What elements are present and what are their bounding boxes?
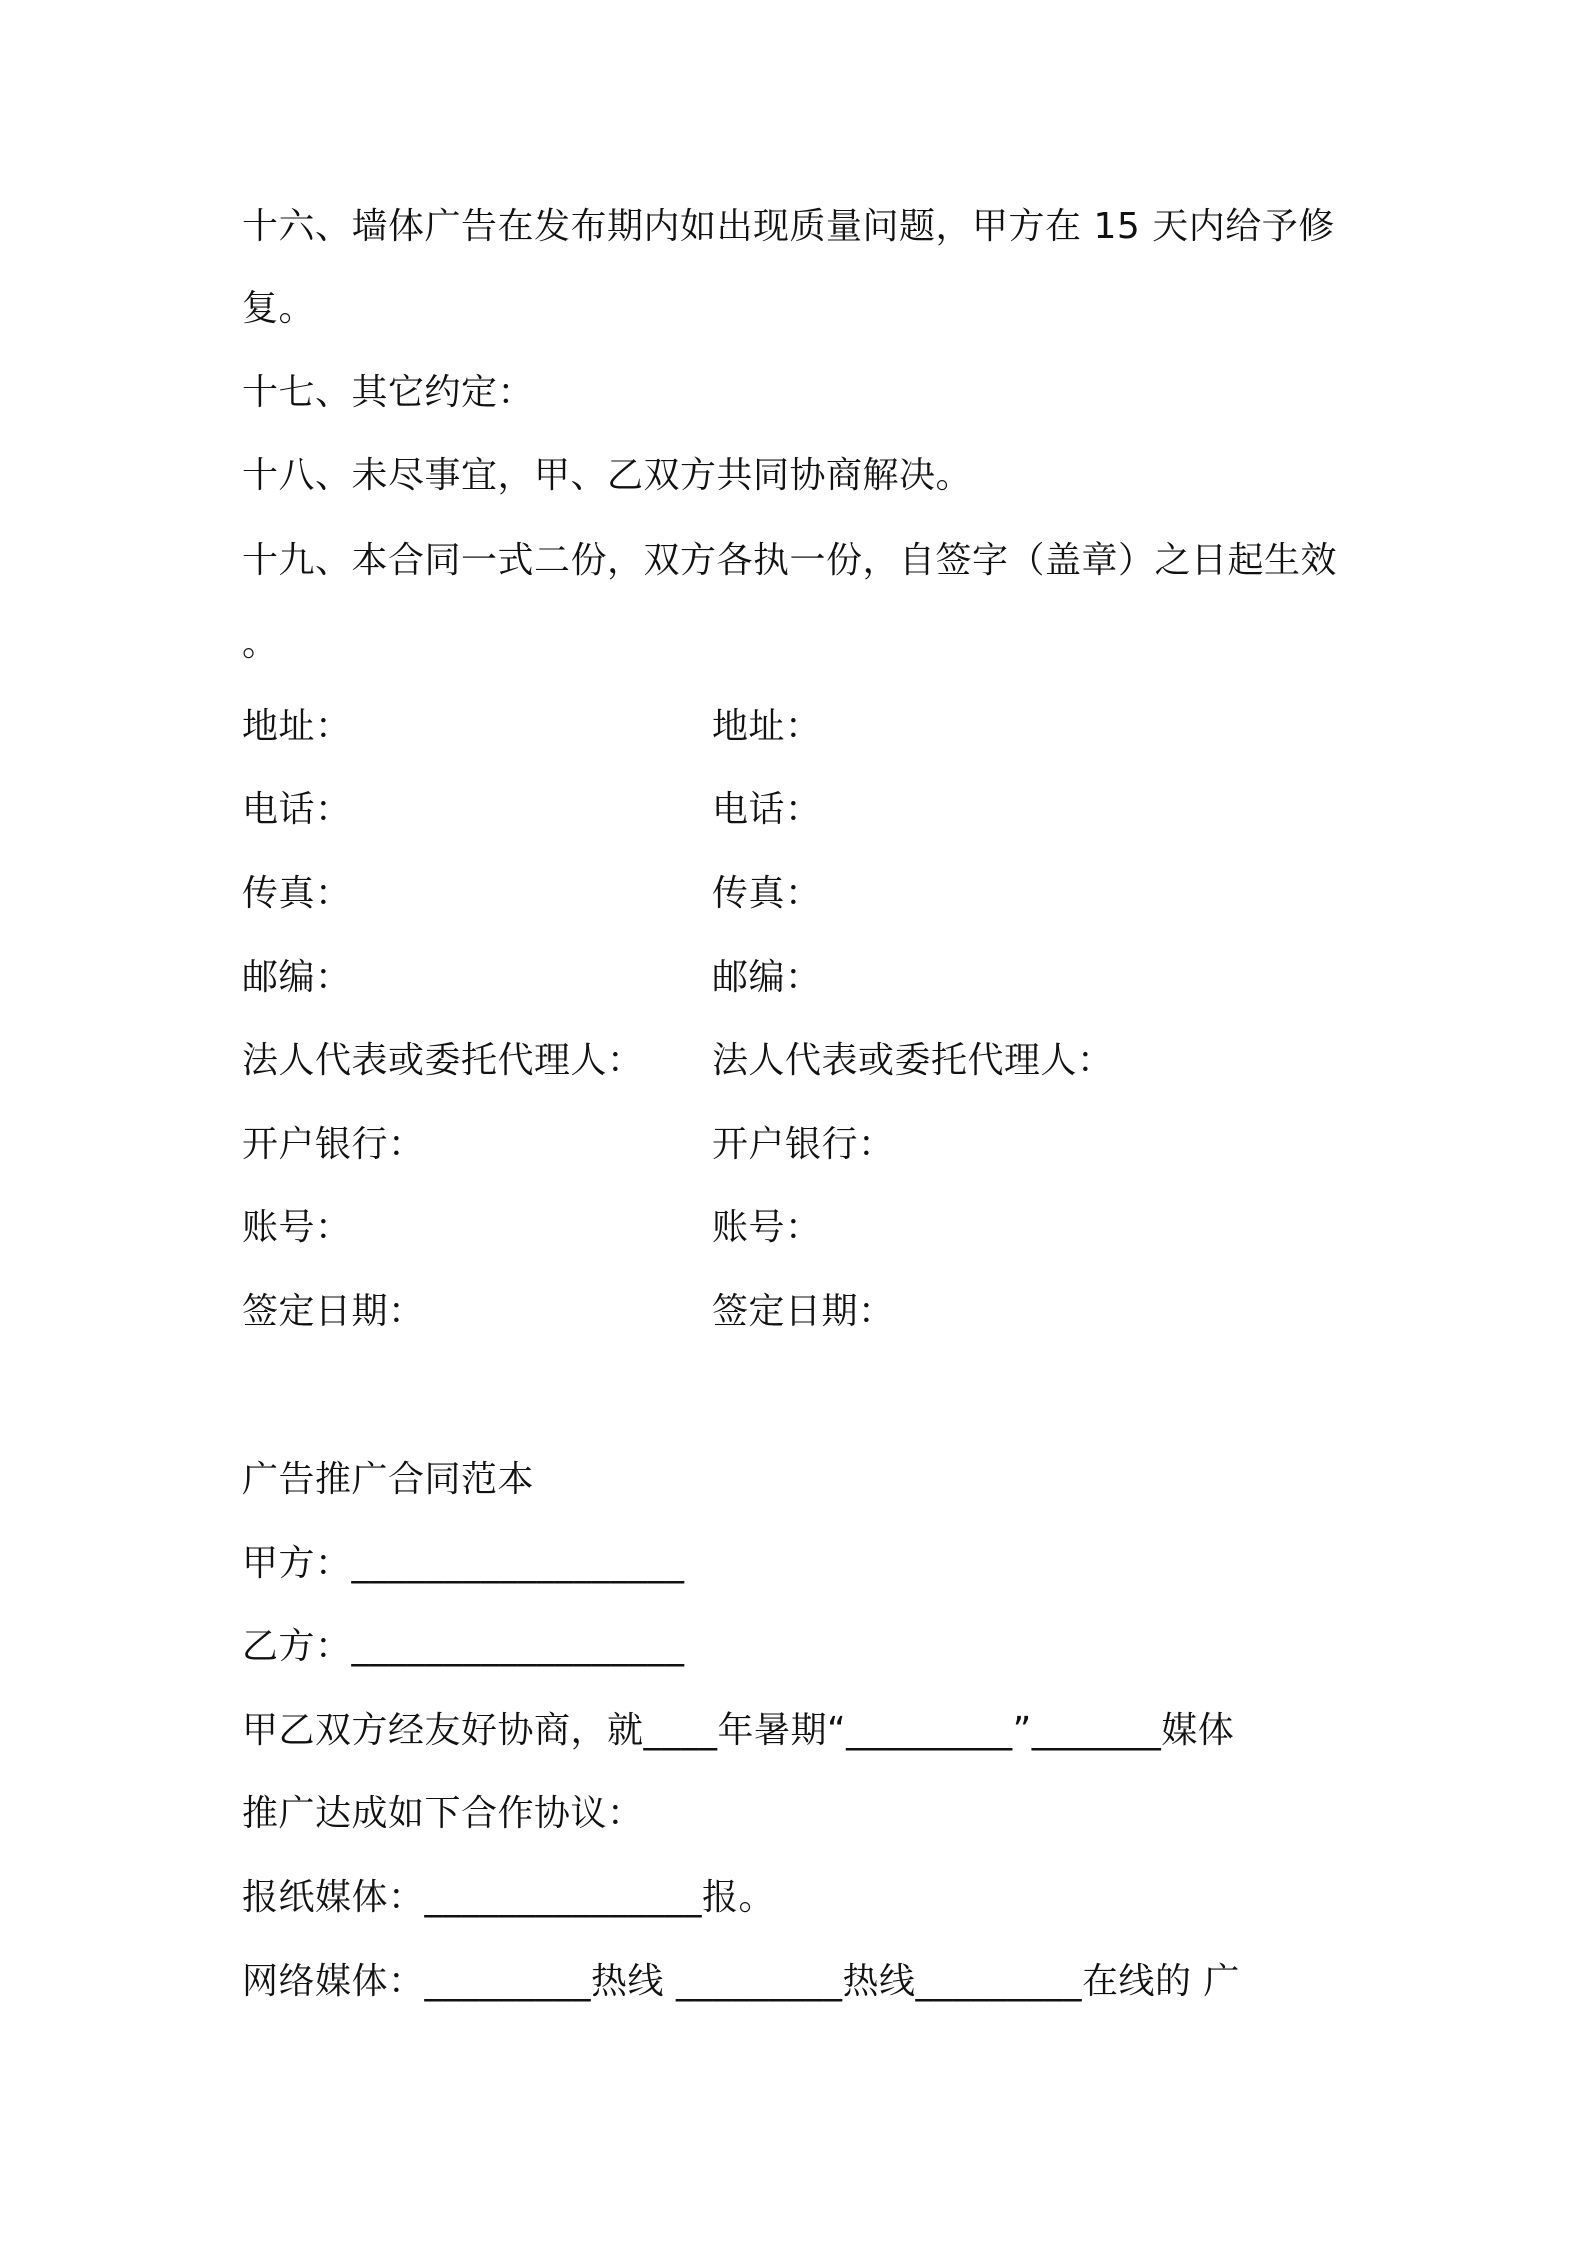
bank-label-right: 开户银行： <box>712 1124 895 1165</box>
party-a-line: 甲方：__________________ <box>242 1543 685 1584</box>
network-media-line: 网络媒体：_________热线 _________热线_________在线的 广 <box>242 1961 1240 2002</box>
intro-line-1: 甲乙双方经友好协商，就____年暑期“_________”_______媒体 <box>242 1710 1235 1751</box>
clause-17: 十七、其它约定： <box>242 372 535 413</box>
second-contract-title: 广告推广合同范本 <box>242 1459 535 1500</box>
address-label-left: 地址： <box>242 706 352 747</box>
clause-16-line-2: 复。 <box>242 288 316 329</box>
account-label-left: 账号： <box>242 1207 352 1248</box>
phone-label-left: 电话： <box>242 789 352 830</box>
newspaper-media-line: 报纸媒体：_______________报。 <box>242 1877 776 1918</box>
address-label-right: 地址： <box>712 706 822 747</box>
fax-label-left: 传真： <box>242 873 352 914</box>
bank-label-left: 开户银行： <box>242 1124 425 1165</box>
clause-16-line-1: 十六、墙体广告在发布期内如出现质量问题，甲方在 15 天内给予修 <box>242 206 1335 247</box>
intro-line-2: 推广达成如下合作协议： <box>242 1793 644 1834</box>
representative-label-right: 法人代表或委托代理人： <box>712 1040 1114 1081</box>
account-label-right: 账号： <box>712 1207 822 1248</box>
clause-19-line-2: 。 <box>242 623 279 664</box>
clause-19-line-1: 十九、本合同一式二份，双方各执一份，自签字（盖章）之日起生效 <box>242 540 1338 581</box>
representative-label-left: 法人代表或委托代理人： <box>242 1040 644 1081</box>
postcode-label-left: 邮编： <box>242 957 352 998</box>
phone-label-right: 电话： <box>712 789 822 830</box>
sign-date-label-left: 签定日期： <box>242 1291 425 1332</box>
sign-date-label-right: 签定日期： <box>712 1291 895 1332</box>
party-b-line: 乙方：__________________ <box>242 1626 685 1667</box>
fax-label-right: 传真： <box>712 873 822 914</box>
postcode-label-right: 邮编： <box>712 957 822 998</box>
clause-18: 十八、未尽事宜，甲、乙双方共同协商解决。 <box>242 455 973 496</box>
